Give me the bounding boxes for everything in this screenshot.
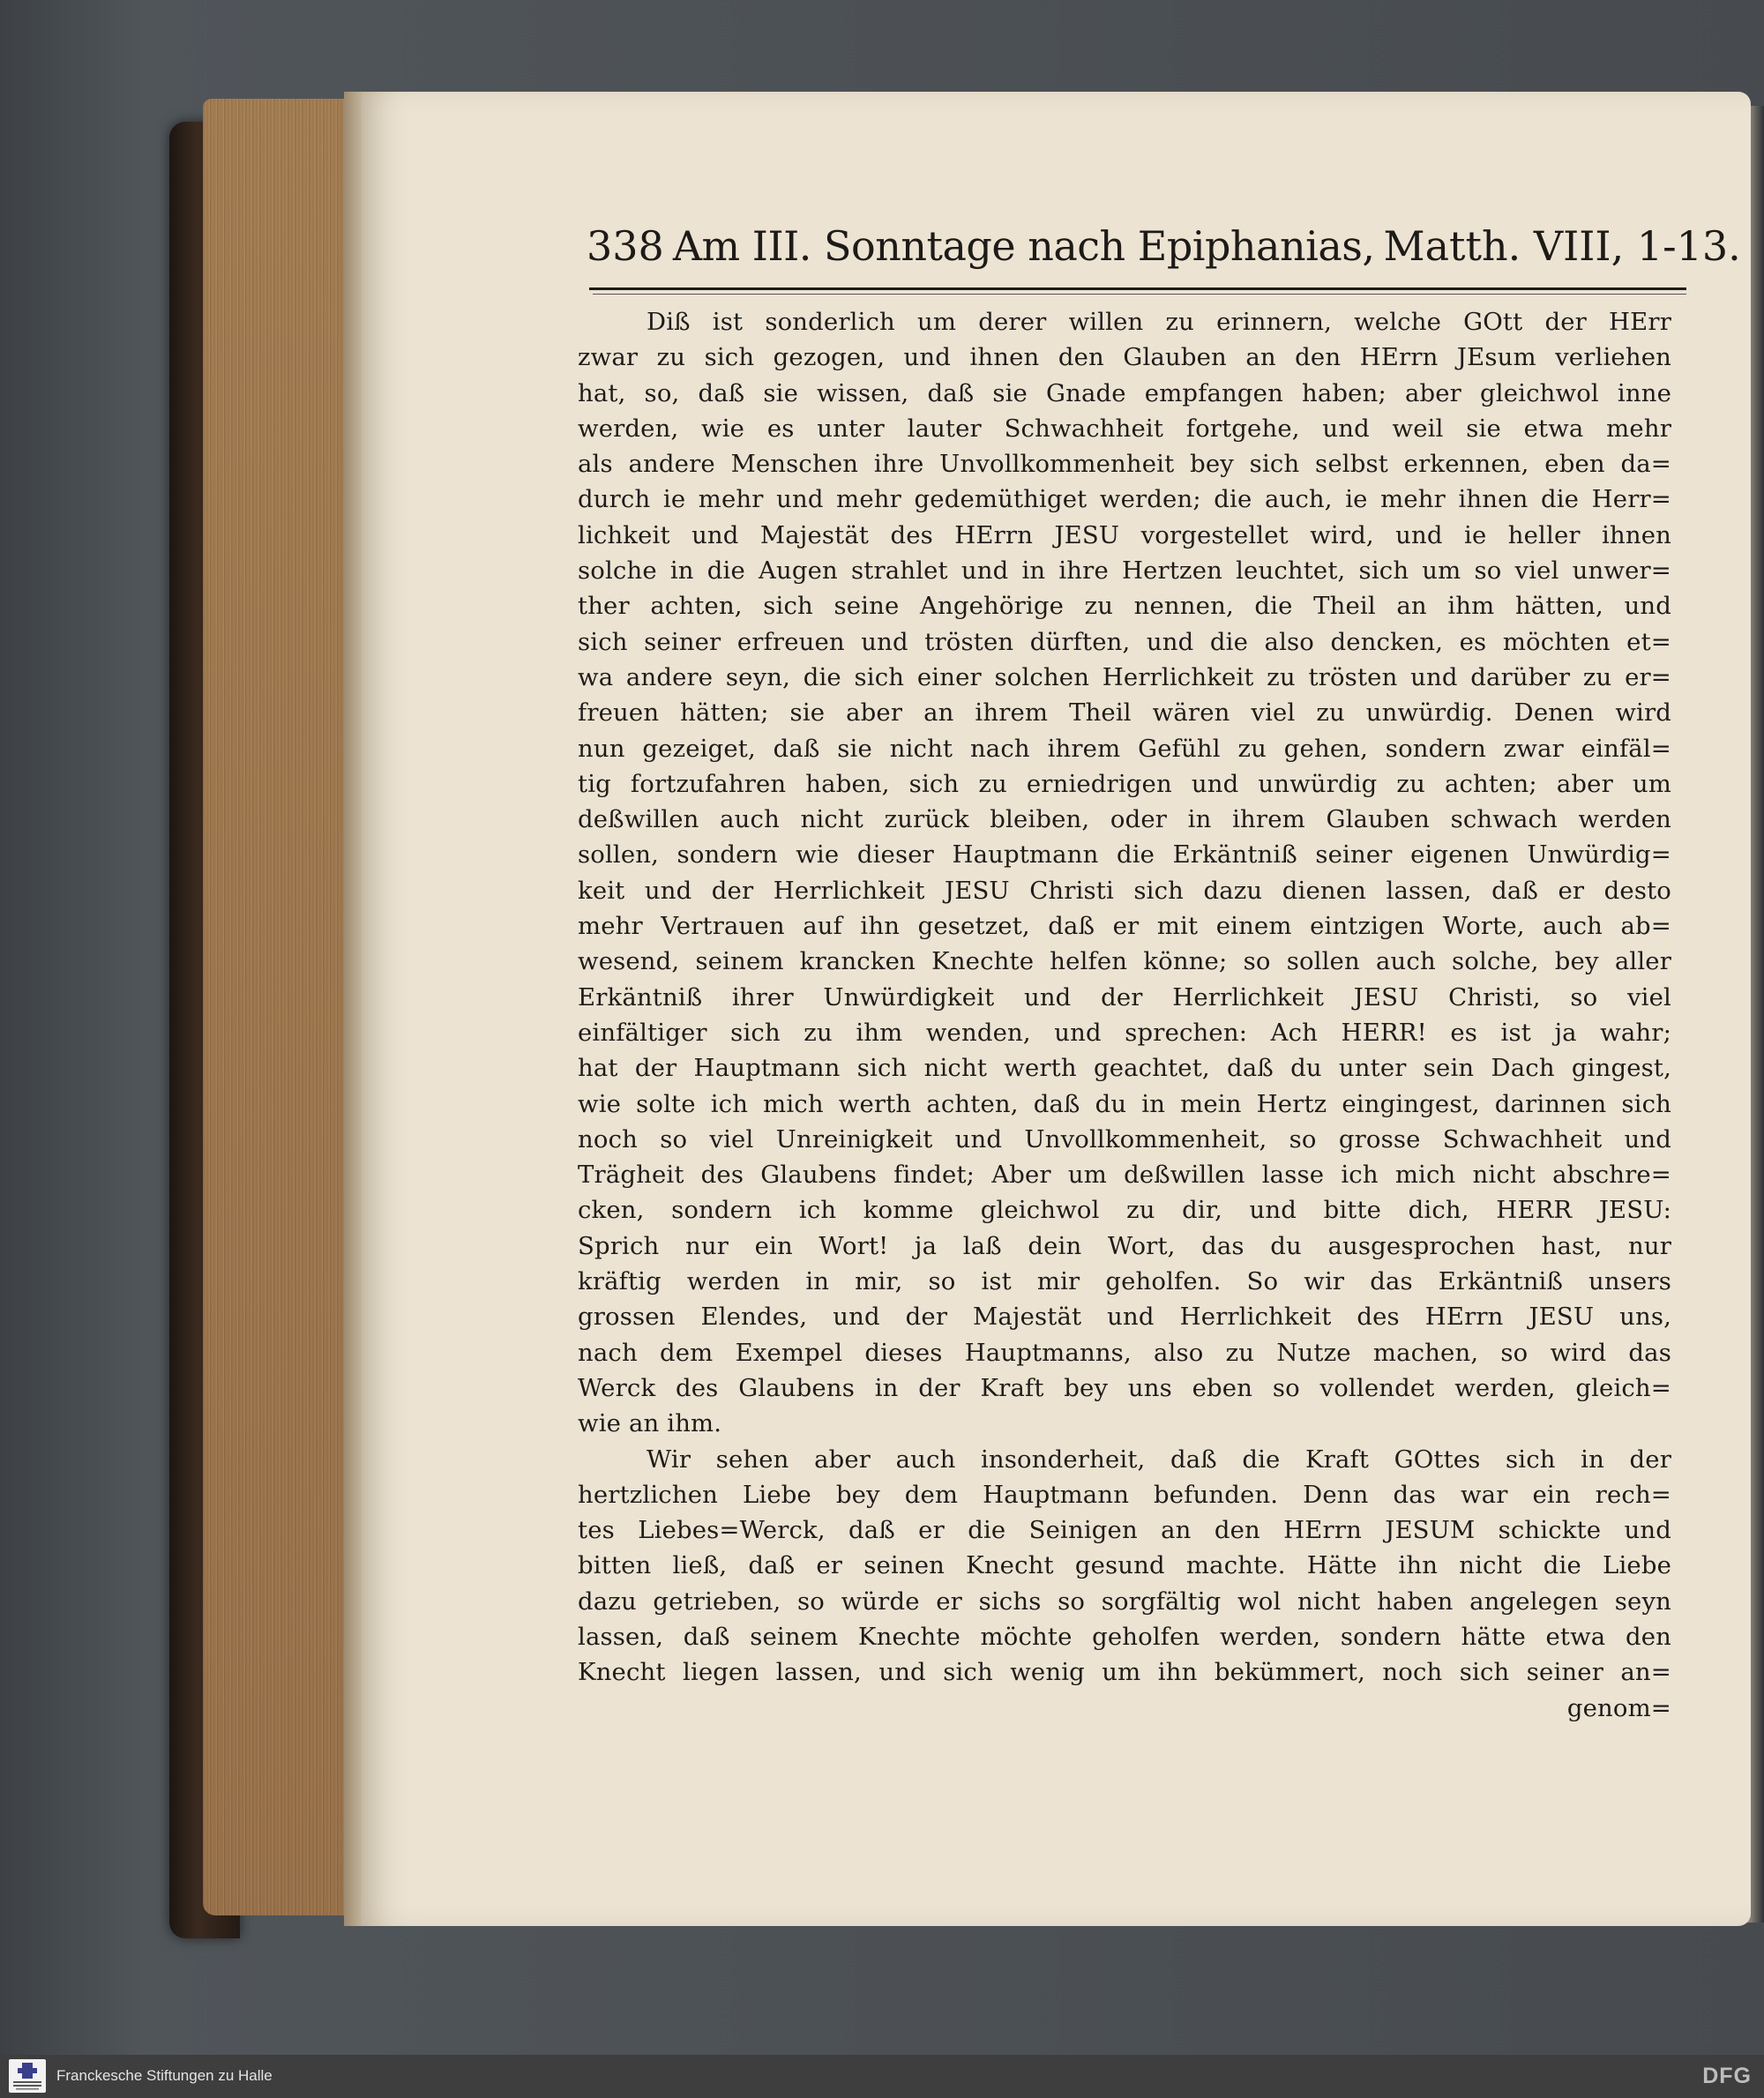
text-line: lassen, daß seinem Knechte möchte geholfen werden, sondern hätte etwa den [578,1622,1671,1651]
text-line: grossen Elendes, und der Majestät und Herrlichkeit des HErrn JESU uns, [578,1303,1671,1332]
text-line: cken, sondern ich komme gleichwol zu dir, und bitte dich, HERR JESU: [578,1196,1671,1225]
institution-emblem-icon [9,2059,46,2093]
text-line: als andere Menschen ihre Unvollkommenheit bey sich selbst erkennen, eben da= [578,450,1671,479]
text-line: Erkäntniß ihrer Unwürdigkeit und der Herrlichkeit JESU Christi, so viel [578,982,1671,1012]
header-rule-thin [593,294,1686,295]
text-line: genom= [1566,1693,1671,1722]
text-line: keit und der Herrlichkeit JESU Christi sich dazu dienen lassen, daß er desto [578,876,1671,905]
text-line: Sprich nur ein Wort! ja laß dein Wort, das du ausgesprochen hast, nur [578,1231,1671,1260]
text-line: bitten ließ, daß er seinen Knecht gesund machte. Hätte ihn nicht die Liebe [578,1551,1671,1580]
text-line: Werck des Glaubens in der Kraft bey uns eben so vollendet werden, gleich= [578,1373,1671,1402]
text-line: sich seiner erfreuen und trösten dürften, und die also dencken, es möchten et= [578,627,1671,656]
text-line: ther achten, sich seine Angehörige zu nennen, die Theil an ihm hätten, und [578,592,1671,621]
text-line: Knecht liegen lassen, und sich wenig um ihn bekümmert, noch sich seiner an= [578,1658,1671,1687]
text-line: hertzlichen Liebe bey dem Hauptmann befunden. Denn das war ein rech= [578,1480,1671,1509]
text-line: nach dem Exempel dieses Hauptmanns, also zu Nutze machen, so wird das [578,1338,1671,1367]
text-line: hat, so, daß sie wissen, daß sie Gnade empfangen haben; aber gleichwol inne [578,378,1671,407]
text-line: noch so viel Unreinigkeit und Unvollkommenheit, so grosse Schwachheit und [578,1124,1671,1154]
text-line: lichkeit und Majestät des HErrn JESU vorgestellet wird, und ie heller ihnen [578,520,1671,549]
text-line: tig fortzufahren haben, sich zu erniedrigen und unwürdig zu achten; aber um [578,769,1671,798]
text-line: tes Liebes=Werck, daß er die Seinigen an den HErrn JESUM schickte und [578,1516,1671,1545]
text-line: dazu getrieben, so würde er sichs so sorgfältig wol nicht haben angelegen seyn [578,1587,1671,1616]
header-reference: Matth. VIII, 1-13. [1383,222,1741,270]
text-line: Wir sehen aber auch insonderheit, daß die Kraft GOttes sich in der [647,1445,1671,1474]
text-line: solche in die Augen strahlet und in ihre Hertzen leuchtet, sich um so viel unwer= [578,556,1671,586]
text-line: durch ie mehr und mehr gedemüthiget werden; die auch, ie mehr ihnen die Herr= [578,485,1671,514]
header-rule [589,287,1686,290]
text-line: Trägheit des Glaubens findet; Aber um deßwillen lasse ich mich nicht abschre= [578,1161,1671,1190]
text-line: zwar zu sich gezogen, und ihnen den Glauben an den HErrn JEsum verliehen [578,343,1671,372]
franckesche-stiftungen-logo[interactable] [9,2059,46,2093]
text-line: wa andere seyn, die sich einer solchen Herrlichkeit zu trösten und darüber zu er= [578,662,1671,691]
viewer-footer [0,2055,1764,2098]
page-stack-edge [203,99,353,1915]
text-line: einfältiger sich zu ihm wenden, und sprechen: Ach HERR! es ist ja wahr; [578,1018,1671,1047]
text-line: Diß ist sonderlich um derer willen zu erinnern, welche GOtt der HErr [647,308,1671,336]
text-line: sollen, sondern wie dieser Hauptmann die Erkäntniß seiner eigenen Unwürdig= [578,840,1671,870]
header-title: Am III. Sonntage nach Epiphanias, [672,222,1375,270]
text-line: hat der Hauptmann sich nicht werth geachtet, daß du unter sein Dach gingest, [578,1054,1671,1083]
text-line: werden, wie es unter lauter Schwachheit fortgehe, und weil sie etwa mehr [578,414,1671,443]
text-line: wie an ihm. [578,1409,722,1438]
text-line: wie solte ich mich werth achten, daß du in mein Hertz eingingest, darinnen sich [578,1089,1671,1118]
text-line: kräftig werden in mir, so ist mir geholfen. So wir das Erkäntniß unsers [578,1267,1671,1296]
institution-name[interactable]: Franckesche Stiftungen zu Halle [56,2067,273,2084]
text-line: deßwillen auch nicht zurück bleiben, oder in ihrem Glauben schwach werden [578,805,1671,834]
text-line: nun gezeiget, daß sie nicht nach ihrem Gefühl zu gehen, sondern zwar einfäl= [578,734,1671,763]
text-line: wesend, seinem krancken Knechte helfen könne; so sollen auch solche, bey aller [578,947,1671,976]
dfg-logo[interactable]: DFG [1702,2064,1752,2088]
running-header [587,222,1741,286]
text-line: mehr Vertrauen auf ihn gesetzet, daß er mit einem eintzigen Worte, auch ab= [578,912,1671,941]
body-text [578,304,1671,1726]
page-number: 338 [587,222,664,270]
text-line: freuen hätten; sie aber an ihrem Theil wären viel zu unwürdig. Denen wird [578,698,1671,728]
